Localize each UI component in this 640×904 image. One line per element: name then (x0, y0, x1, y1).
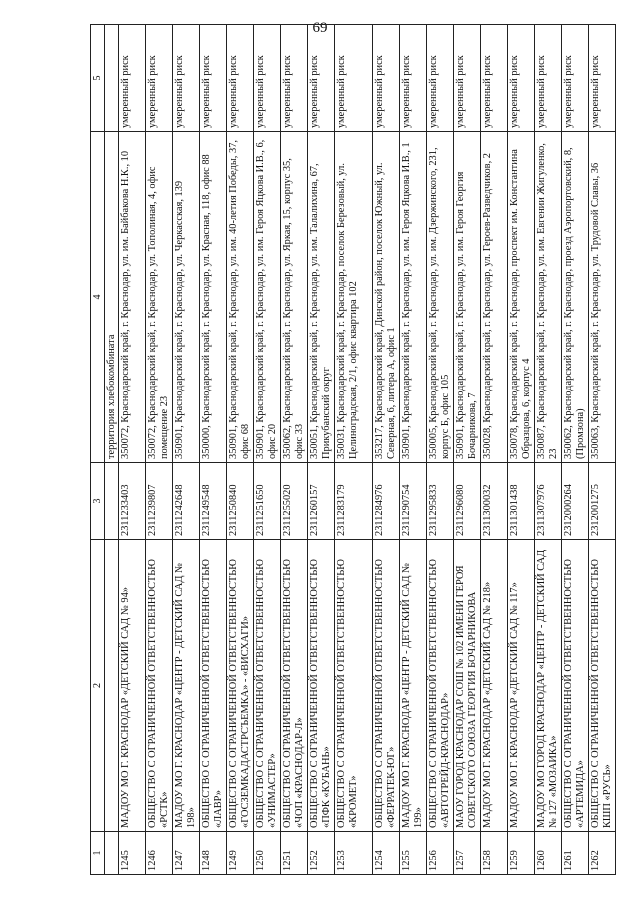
risk-category-cell: умеренный риск (200, 25, 227, 132)
inn-cell: 2311307976 (535, 463, 562, 540)
address-cell: 350072, Краснодарский край, г. Краснодар, ул. Тополиная, 4, офис помещение 23 (146, 132, 173, 463)
risk-category-cell: умеренный риск (281, 25, 308, 132)
table-row (535, 25, 562, 875)
table-body (105, 25, 616, 875)
table-row (254, 25, 281, 875)
organization-name-cell: ОБЩЕСТВО С ОГРАНИЧЕННОЙ ОТВЕТСТВЕННОСТЬЮ «ФЕРРАТЕК-ЮГ» (373, 540, 400, 832)
organization-name-cell: МАДОУ МО ГОРОД КРАСНОДАР «ЦЕНТР - ДЕТСКИЙ САД № 127 «МОЗАИКА» (535, 540, 562, 832)
row-number-cell: 1252 (308, 832, 335, 875)
organization-name-cell: ОБЩЕСТВО С ОГРАНИЧЕННОЙ ОТВЕТСТВЕННОСТЬЮ «ЛАВР» (200, 540, 227, 832)
rotated-table-container (90, 55, 613, 875)
risk-category-cell: умеренный риск (173, 25, 200, 132)
risk-registry-table (90, 24, 616, 875)
table-row (281, 25, 308, 875)
address-cell: 350051, Краснодарский край, г. Краснодар, ул. им. Талалихина, 67, Прикубанский округ (308, 132, 335, 463)
header-col-5: 5 (91, 25, 105, 132)
address-cell: 350028, Краснодарский край, г. Краснодар, ул. Героев-Разведчиков, 2 (481, 132, 508, 463)
row-number-cell: 1261 (562, 832, 589, 875)
risk-category-cell (105, 25, 119, 132)
table-header-row (91, 25, 105, 875)
row-number-cell: 1260 (535, 832, 562, 875)
inn-cell: 2311233403 (119, 463, 146, 540)
table-row (119, 25, 146, 875)
risk-category-cell: умеренный риск (589, 25, 616, 132)
row-number-cell: 1250 (254, 832, 281, 875)
inn-cell: 2311250840 (227, 463, 254, 540)
row-number-cell: 1262 (589, 832, 616, 875)
risk-category-cell: умеренный риск (454, 25, 481, 132)
inn-cell: 2311249548 (200, 463, 227, 540)
organization-name-cell: МАОУ ГОРОД КРАСНОДАР СОШ № 102 ИМЕНИ ГЕРОЯ СОВЕТСКОГО СОЮЗА ГЕОРГИЯ БОЧАРНИКОВА (454, 540, 481, 832)
address-cell: 350031, Краснодарский край, г. Краснодар, поселок Березовый, ул. Целиноградская, 2/1, офис квартира 102 (335, 132, 373, 463)
table-row (227, 25, 254, 875)
table-row (335, 25, 373, 875)
address-cell: 350901, Краснодарский край, г. Краснодар, ул. им. Героя Георгия Бочарникова, 7 (454, 132, 481, 463)
row-number-cell: 1246 (146, 832, 173, 875)
rotated-table-frame (90, 55, 613, 875)
table-row (481, 25, 508, 875)
table-row (308, 25, 335, 875)
header-col-3: 3 (91, 463, 105, 540)
inn-cell: 2311255020 (281, 463, 308, 540)
row-number-cell: 1247 (173, 832, 200, 875)
inn-cell: 2312000264 (562, 463, 589, 540)
inn-cell: 2311301438 (508, 463, 535, 540)
organization-name-cell: МАДОУ МО Г. КРАСНОДАР «ЦЕНТР - ДЕТСКИЙ САД № 199» (400, 540, 427, 832)
page-number: 69 (312, 20, 328, 36)
address-cell: 350901, Краснодарский край, г. Краснодар, ул. им. Героя Яцкова И.В., 1 (400, 132, 427, 463)
inn-cell: 2311260157 (308, 463, 335, 540)
organization-name-cell: МАДОУ МО Г. КРАСНОДАР «ДЕТСКИЙ САД № 218» (481, 540, 508, 832)
organization-name-cell: МАДОУ МО Г. КРАСНОДАР «ДЕТСКИЙ САД № 94» (119, 540, 146, 832)
address-cell: территория хлебокомбината (105, 132, 119, 463)
risk-category-cell: умеренный риск (481, 25, 508, 132)
address-cell: 350901, Краснодарский край, г. Краснодар, ул. им. 40-летия Победы, 37, офис 68 (227, 132, 254, 463)
organization-name-cell: ОБЩЕСТВО С ОГРАНИЧЕННОЙ ОТВЕТСТВЕННОСТЬЮ «РСТК» (146, 540, 173, 832)
risk-category-cell: умеренный риск (373, 25, 400, 132)
organization-name-cell: ОБЩЕСТВО С ОГРАНИЧЕННОЙ ОТВЕТСТВЕННОСТЬЮ КШП «РУСЬ» (589, 540, 616, 832)
address-cell: 353217, Краснодарский край, Динской район, поселок Южный, ул. Северная, 6, литера А, офис 1 (373, 132, 400, 463)
risk-category-cell: умеренный риск (335, 25, 373, 132)
inn-cell: 2311239807 (146, 463, 173, 540)
address-cell: 350901, Краснодарский край, г. Краснодар, ул. им. Героя Яцкова И.В., 6, офис 20 (254, 132, 281, 463)
row-number-cell: 1259 (508, 832, 535, 875)
organization-name-cell: ОБЩЕСТВО С ОГРАНИЧЕННОЙ ОТВЕТСТВЕННОСТЬЮ «ПФК «КУБАНЬ» (308, 540, 335, 832)
organization-name-cell: ОБЩЕСТВО С ОГРАНИЧЕННОЙ ОТВЕТСТВЕННОСТЬЮ «ЧОП «КРАСНОДАР-Л» (281, 540, 308, 832)
inn-cell: 2312001275 (589, 463, 616, 540)
risk-category-cell: умеренный риск (427, 25, 454, 132)
inn-cell: 2311242648 (173, 463, 200, 540)
organization-name-cell: МАДОУ МО Г. КРАСНОДАР «ЦЕНТР - ДЕТСКИЙ САД № 198» (173, 540, 200, 832)
table-row (562, 25, 589, 875)
row-number-cell: 1248 (200, 832, 227, 875)
address-cell: 350062, Краснодарский край, г. Краснодар, проезд Аэропортовский, 8, (Промзона) (562, 132, 589, 463)
header-col-4: 4 (91, 132, 105, 463)
row-number-cell: 1255 (400, 832, 427, 875)
address-cell: 350063, Краснодарский край, г. Краснодар, ул. Трудовой Славы, 36 (589, 132, 616, 463)
table-row (146, 25, 173, 875)
address-cell: 350078, Краснодарский край, г. Краснодар, проспект им. Константина Образцова, 6, корпус 4 (508, 132, 535, 463)
header-col-2: 2 (91, 540, 105, 832)
table-row (589, 25, 616, 875)
table-row (373, 25, 400, 875)
table-row (200, 25, 227, 875)
address-cell: 350005, Краснодарский край, г. Краснодар, ул. им. Дзержинского, 231, корпус Б, офис 105 (427, 132, 454, 463)
address-cell: 350901, Краснодарский край, г. Краснодар, ул. Черкасская, 139 (173, 132, 200, 463)
inn-cell: 2311296080 (454, 463, 481, 540)
row-number-cell: 1251 (281, 832, 308, 875)
table-row (173, 25, 200, 875)
organization-name-cell: ОБЩЕСТВО С ОГРАНИЧЕННОЙ ОТВЕТСТВЕННОСТЬЮ «АРТЕМИДА» (562, 540, 589, 832)
organization-name-cell: ОБЩЕСТВО С ОГРАНИЧЕННОЙ ОТВЕТСТВЕННОСТЬЮ «ГОСЗЕМКАДАСТРСЪЕМКА» - «ВИСХАГИ» (227, 540, 254, 832)
risk-category-cell: умеренный риск (308, 25, 335, 132)
inn-cell: 2311290754 (400, 463, 427, 540)
inn-cell: 2311300032 (481, 463, 508, 540)
inn-cell: 2311283179 (335, 463, 373, 540)
organization-name-cell (105, 540, 119, 832)
table-row (508, 25, 535, 875)
address-cell: 350072, Краснодарский край, г. Краснодар, ул. им. Байбакова Н.К., 10 (119, 132, 146, 463)
risk-category-cell: умеренный риск (227, 25, 254, 132)
table-row (400, 25, 427, 875)
address-cell: 350000, Краснодарский край, г. Краснодар, ул. Красная, 118, офис 88 (200, 132, 227, 463)
table-row (427, 25, 454, 875)
risk-category-cell: умеренный риск (146, 25, 173, 132)
row-number-cell: 1256 (427, 832, 454, 875)
organization-name-cell: ОБЩЕСТВО С ОГРАНИЧЕННОЙ ОТВЕТСТВЕННОСТЬЮ «УНИМАСТЕР» (254, 540, 281, 832)
row-number-cell: 1245 (119, 832, 146, 875)
organization-name-cell: МАДОУ МО Г. КРАСНОДАР «ДЕТСКИЙ САД № 117» (508, 540, 535, 832)
risk-category-cell: умеренный риск (119, 25, 146, 132)
row-number-cell: 1258 (481, 832, 508, 875)
address-cell: 350062, Краснодарский край, г. Краснодар, ул. Яркая, 15, корпус 35, офис 33 (281, 132, 308, 463)
risk-category-cell: умеренный риск (254, 25, 281, 132)
risk-category-cell: умеренный риск (400, 25, 427, 132)
table-row (454, 25, 481, 875)
row-number-cell: 1253 (335, 832, 373, 875)
inn-cell: 2311284976 (373, 463, 400, 540)
header-col-1: 1 (91, 832, 105, 875)
inn-cell: 2311295833 (427, 463, 454, 540)
row-number-cell: 1254 (373, 832, 400, 875)
row-number-cell: 1257 (454, 832, 481, 875)
organization-name-cell: ОБЩЕСТВО С ОГРАНИЧЕННОЙ ОТВЕТСТВЕННОСТЬЮ «АВТОТРЕЙД-КРАСНОДАР» (427, 540, 454, 832)
row-number-cell (105, 832, 119, 875)
inn-cell: 2311251650 (254, 463, 281, 540)
table-row (105, 25, 119, 875)
risk-category-cell: умеренный риск (535, 25, 562, 132)
row-number-cell: 1249 (227, 832, 254, 875)
risk-category-cell: умеренный риск (562, 25, 589, 132)
address-cell: 350087, Краснодарский край, г. Краснодар, ул. им. Евгении Жигуленко, 23 (535, 132, 562, 463)
organization-name-cell: ОБЩЕСТВО С ОГРАНИЧЕННОЙ ОТВЕТСТВЕННОСТЬЮ «КРОМЕТ» (335, 540, 373, 832)
inn-cell (105, 463, 119, 540)
risk-category-cell: умеренный риск (508, 25, 535, 132)
